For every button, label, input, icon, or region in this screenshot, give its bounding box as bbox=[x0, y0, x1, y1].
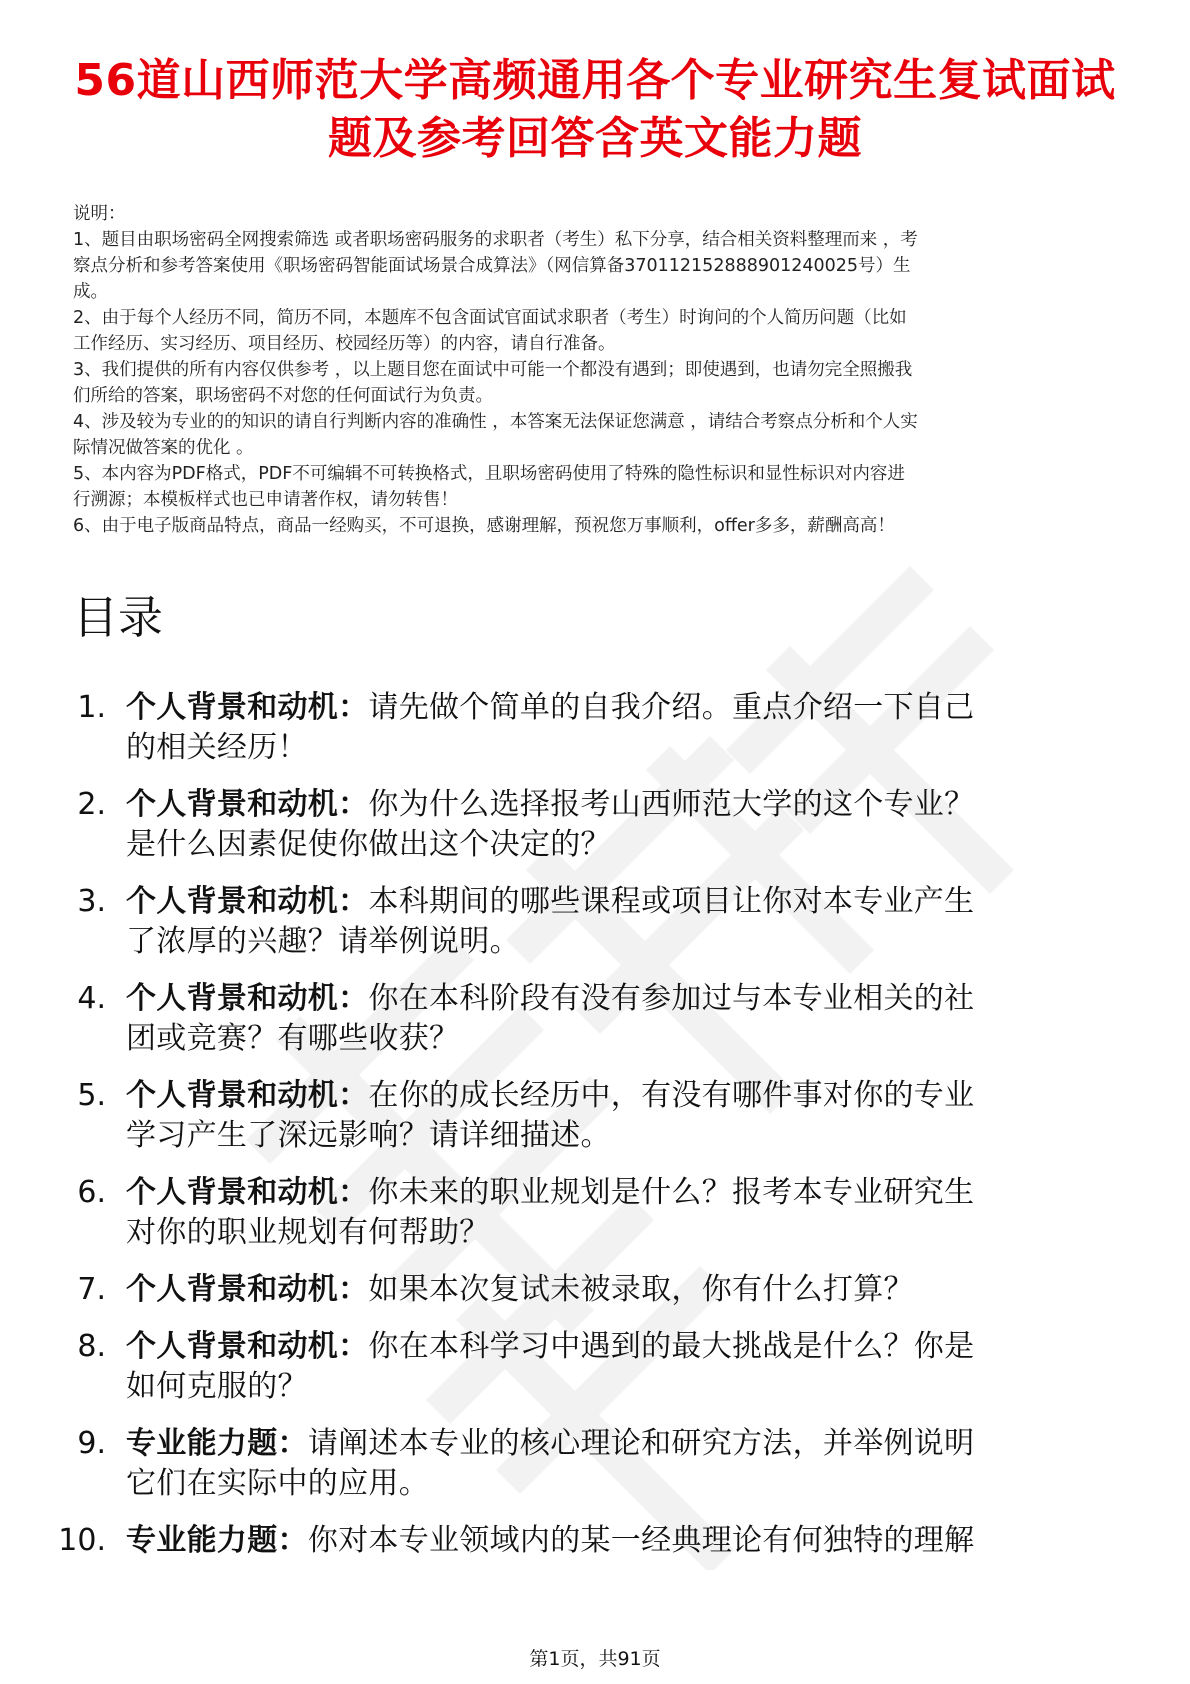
toc-item[interactable] bbox=[0, 688, 1190, 768]
toc-item-number: 10. bbox=[58, 1523, 106, 1558]
toc-item-category: 个人背景和动机： bbox=[126, 981, 369, 1016]
note-line: 工作经历、实习经历、项目经历、校园经历等）的内容，请自行准备。 bbox=[73, 334, 616, 354]
toc-item-number: 5. bbox=[77, 1078, 106, 1113]
toc-item-text bbox=[126, 1270, 1116, 1310]
toc-item-question: 在你的成长经历中，有没有哪件事对你的专业 bbox=[368, 1078, 975, 1113]
notes-heading: 说明： bbox=[73, 204, 126, 224]
toc-item-category: 个人背景和动机： bbox=[126, 1272, 369, 1307]
toc-list bbox=[0, 688, 1190, 1578]
toc-item-question: 你为什么选择报考山西师范大学的这个专业？ bbox=[368, 787, 975, 822]
toc-item-number: 9. bbox=[77, 1426, 106, 1461]
toc-item-question: 你在本科阶段有没有参加过与本专业相关的社 bbox=[368, 981, 975, 1016]
toc-item-category: 个人背景和动机： bbox=[126, 787, 369, 822]
toc-item-question: 请阐述本专业的核心理论和研究方法，并举例说明 bbox=[307, 1426, 975, 1461]
toc-item-text bbox=[126, 1076, 1116, 1156]
toc-item-category: 个人背景和动机： bbox=[126, 1175, 369, 1210]
toc-item[interactable] bbox=[0, 979, 1190, 1059]
toc-item-category: 专业能力题： bbox=[126, 1426, 308, 1461]
toc-item-number: 1. bbox=[77, 690, 106, 725]
toc-item-question: 请先做个简单的自我介绍。重点介绍一下自己 bbox=[368, 690, 975, 725]
toc-item[interactable] bbox=[0, 882, 1190, 962]
toc-item-number: 3. bbox=[77, 884, 106, 919]
toc-item[interactable] bbox=[0, 1076, 1190, 1156]
toc-item-category: 个人背景和动机： bbox=[126, 690, 369, 725]
toc-item-question-cont: 的相关经历！ bbox=[126, 730, 308, 765]
note-line: 5、本内容为PDF格式，PDF不可编辑不可转换格式，且职场密码使用了特殊的隐性标识和显性标识对内容进 bbox=[73, 464, 905, 484]
note-line: 2、由于每个人经历不同，简历不同，本题库不包含面试官面试求职者（考生）时询问的个人简历问题（比如 bbox=[73, 308, 907, 328]
page-footer: 第1页，共91页 bbox=[529, 1648, 661, 1670]
toc-item-category: 专业能力题： bbox=[126, 1523, 308, 1558]
note-line: 6、由于电子版商品特点，商品一经购买，不可退换，感谢理解，预祝您万事顺利，offer多多，薪酬高高！ bbox=[73, 516, 895, 536]
toc-item[interactable] bbox=[0, 1270, 1190, 1310]
note-line: 察点分析和参考答案使用《职场密码智能面试场景合成算法》（网信算备370112152888901240025号）生 bbox=[73, 256, 911, 276]
toc-item-text bbox=[126, 882, 1116, 962]
toc-item-question: 你对本专业领域内的某一经典理论有何独特的理解 bbox=[307, 1523, 975, 1558]
toc-item[interactable] bbox=[0, 1424, 1190, 1504]
toc-item-text bbox=[126, 979, 1116, 1059]
toc-item-number: 6. bbox=[77, 1175, 106, 1210]
toc-item-category: 个人背景和动机： bbox=[126, 1078, 369, 1113]
toc-item-question-cont: 团或竞赛？有哪些收获？ bbox=[126, 1021, 460, 1056]
note-line: 4、涉及较为专业的的知识的请自行判断内容的准确性 ，本答案无法保证您满意 ，请结合考察点分析和个人实 bbox=[73, 412, 918, 432]
toc-item-question: 你未来的职业规划是什么？报考本专业研究生 bbox=[368, 1175, 975, 1210]
toc-item[interactable] bbox=[0, 1173, 1190, 1253]
toc-item-category: 个人背景和动机： bbox=[126, 1329, 369, 1364]
toc-item-text bbox=[126, 1327, 1116, 1407]
toc-item-text bbox=[126, 785, 1116, 865]
toc-item-question-cont: 是什么因素促使你做出这个决定的？ bbox=[126, 827, 611, 862]
note-line: 们所给的答案，职场密码不对您的任何面试行为负责。 bbox=[73, 386, 493, 406]
toc-item[interactable] bbox=[0, 1327, 1190, 1407]
note-line: 际情况做答案的优化 。 bbox=[73, 438, 254, 458]
toc-item-question: 如果本次复试未被录取，你有什么打算？ bbox=[368, 1272, 914, 1307]
notes-section bbox=[73, 201, 1128, 539]
toc-item-number: 4. bbox=[77, 981, 106, 1016]
toc-item-text bbox=[126, 1521, 1116, 1561]
toc-heading: 目录 bbox=[73, 591, 164, 644]
toc-item-number: 7. bbox=[77, 1272, 106, 1307]
toc-item-question-cont: 学习产生了深远影响？请详细描述。 bbox=[126, 1118, 611, 1153]
note-line: 成。 bbox=[73, 282, 108, 302]
toc-item-question: 本科期间的哪些课程或项目让你对本专业产生 bbox=[368, 884, 975, 919]
toc-item-question: 你在本科学习中遇到的最大挑战是什么？你是 bbox=[368, 1329, 975, 1364]
toc-item-question-cont: 对你的职业规划有何帮助？ bbox=[126, 1215, 490, 1250]
toc-item-question-cont: 了浓厚的兴趣？请举例说明。 bbox=[126, 924, 520, 959]
toc-item-category: 个人背景和动机： bbox=[126, 884, 369, 919]
toc-item-text bbox=[126, 688, 1116, 768]
note-line: 行溯源；本模板样式也已申请著作权，请勿转售！ bbox=[73, 490, 458, 510]
toc-item-question-cont: 如何克服的？ bbox=[126, 1369, 308, 1404]
toc-item-question-cont: 它们在实际中的应用。 bbox=[126, 1466, 429, 1501]
toc-item[interactable] bbox=[0, 785, 1190, 865]
note-line: 1、题目由职场密码全网搜索筛选 或者职场密码服务的求职者（考生）私下分享，结合相关资料整理而来 ，考 bbox=[73, 230, 918, 250]
document-title: 56道山西师范大学高频通用各个专业研究生复试面试题及参考回答含英文能力题 bbox=[74, 55, 1116, 164]
toc-item-number: 8. bbox=[77, 1329, 106, 1364]
note-line: 3、我们提供的所有内容仅供参考 ，以上题目您在面试中可能一个都没有遇到；即使遇到，也请勿完全照搬我 bbox=[73, 360, 913, 380]
toc-item-number: 2. bbox=[77, 787, 106, 822]
toc-item-text bbox=[126, 1173, 1116, 1253]
toc-item[interactable] bbox=[0, 1521, 1190, 1561]
toc-item-text bbox=[126, 1424, 1116, 1504]
